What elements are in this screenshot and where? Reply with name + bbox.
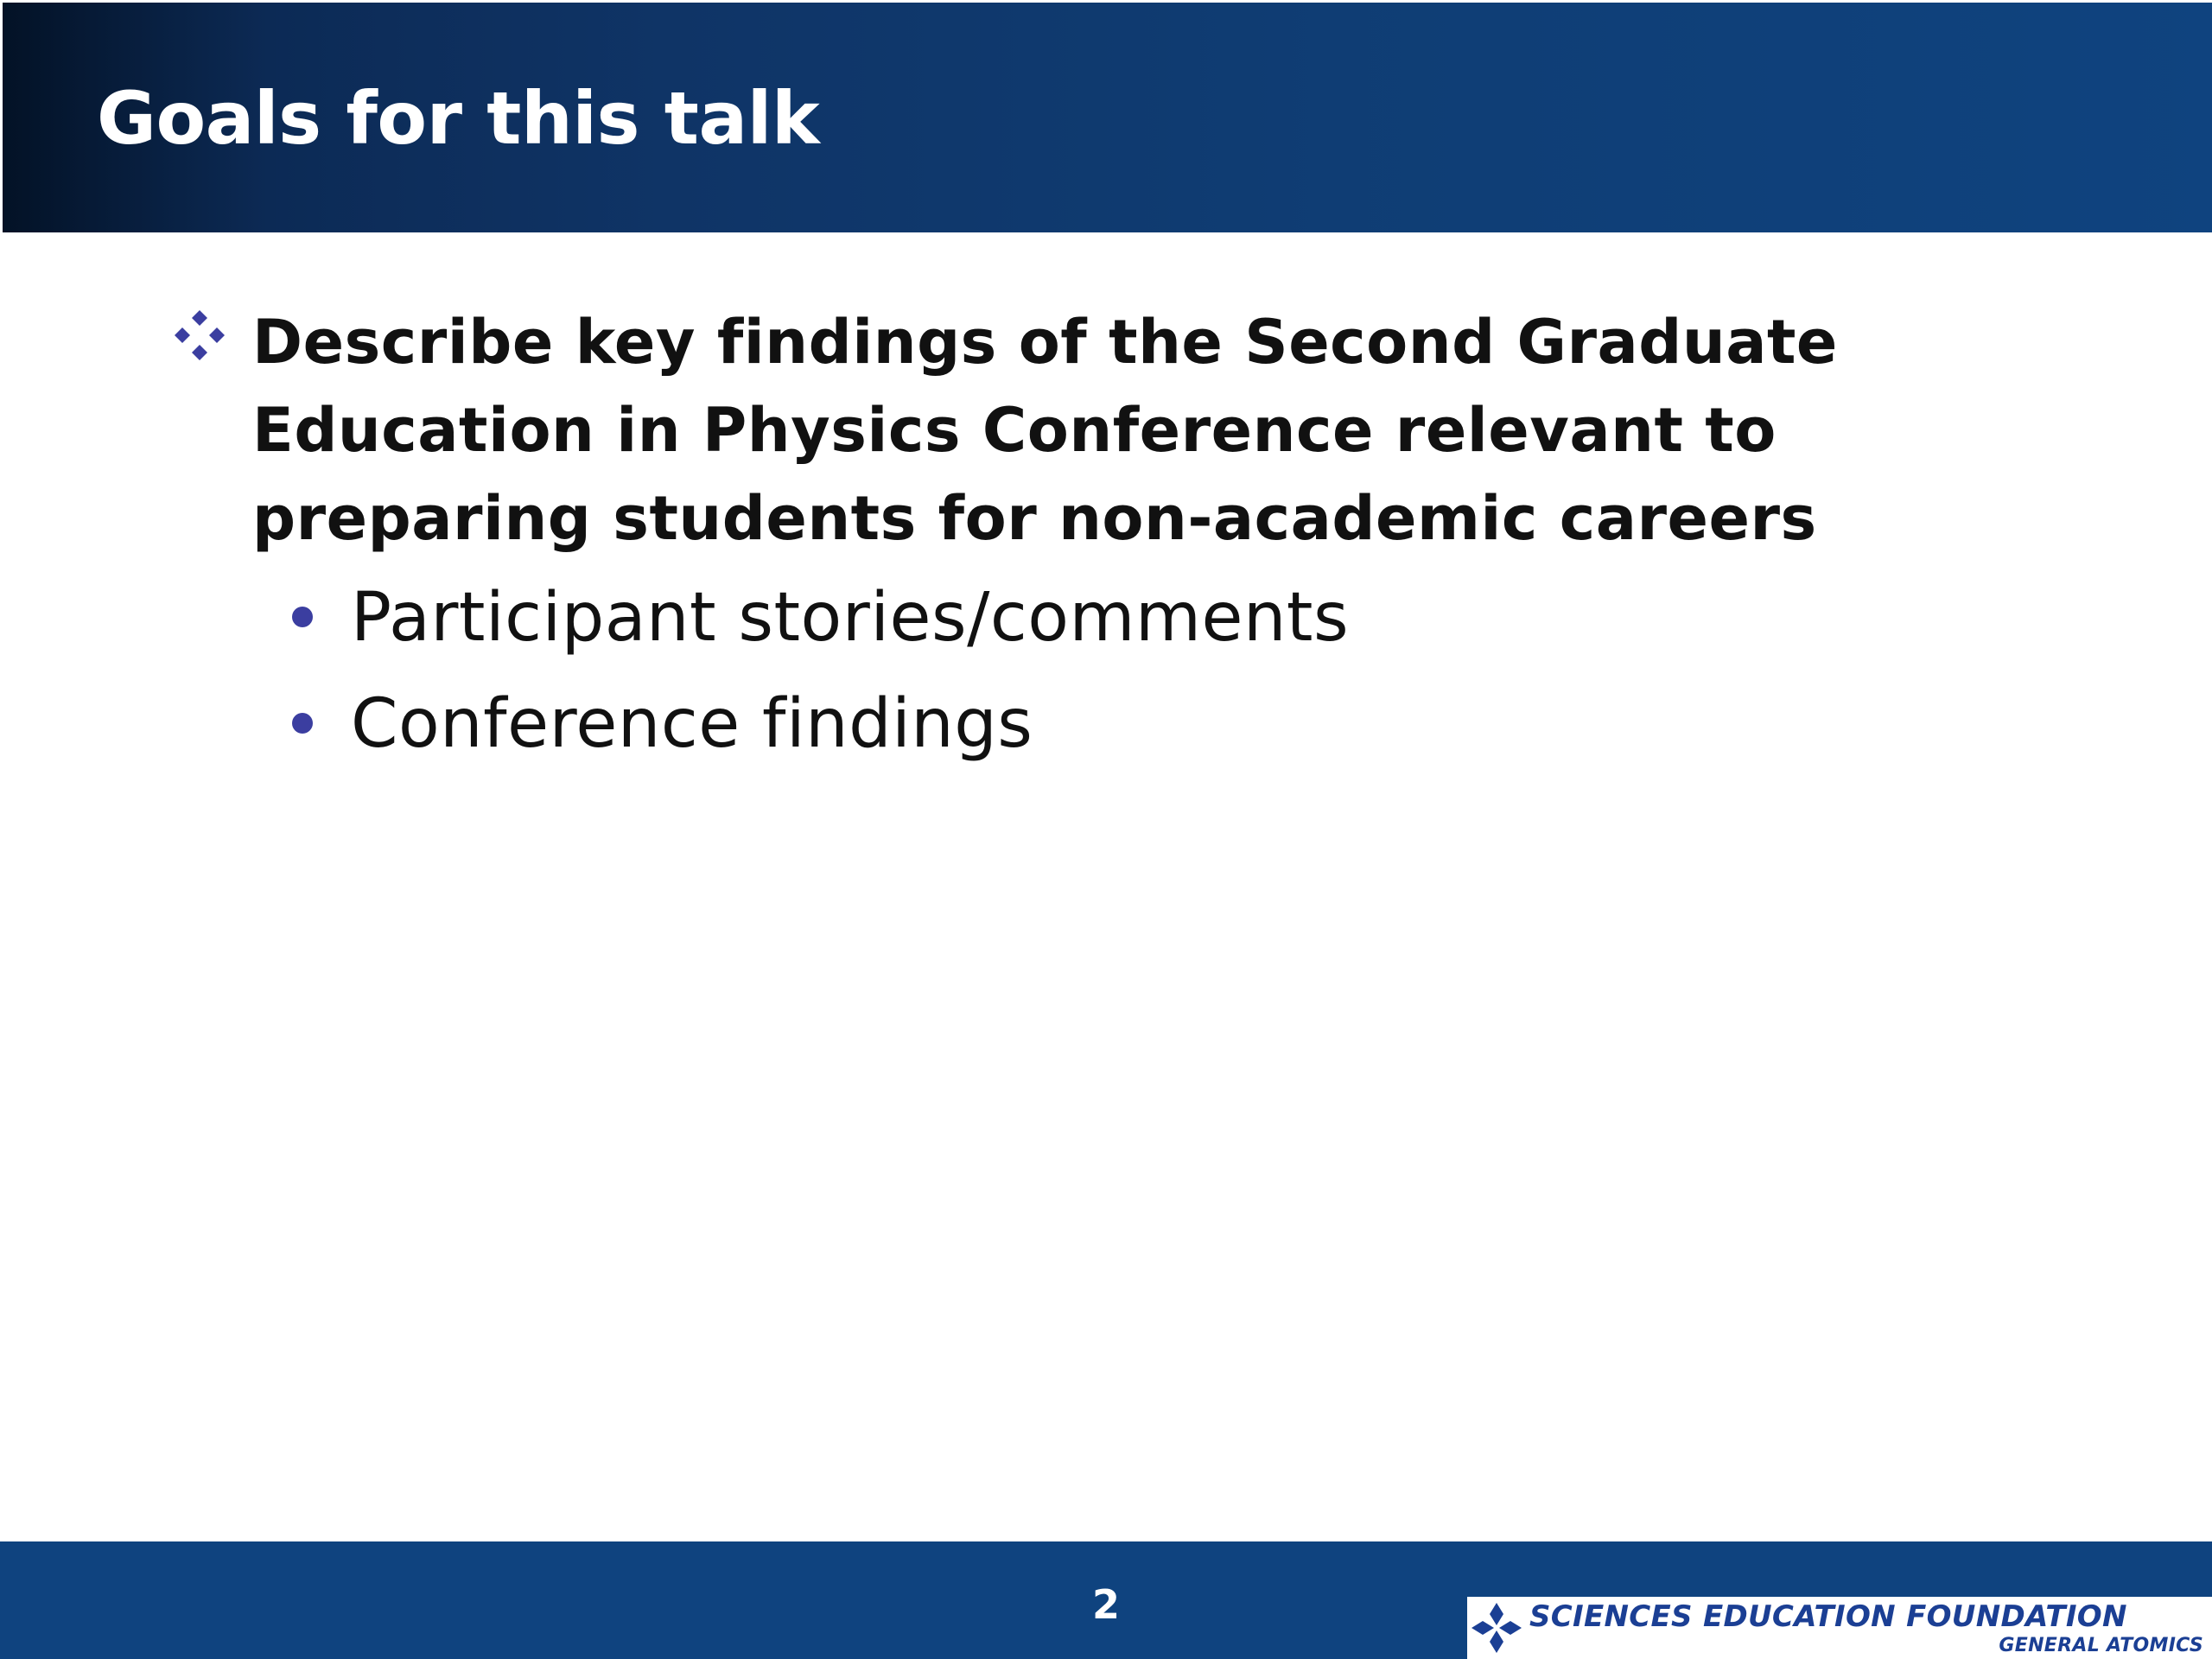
four-diamond-icon: [173, 308, 226, 362]
bullet-level-1-text: Describe key findings of the Second Graduate Education in Physics Conference relevant to preparing students for non-academic careers: [252, 307, 1838, 554]
bullet-level-1: [173, 298, 1953, 563]
dot-icon: [292, 713, 313, 734]
slide-title: Goals for this talk: [97, 76, 820, 161]
logo-subtitle: GENERAL ATOMICS: [1999, 1635, 2203, 1656]
sciences-education-foundation-logo: [1467, 1597, 2212, 1659]
four-diamond-logo-icon: [1469, 1600, 1524, 1656]
bullet-level-2-text: Conference findings: [351, 685, 1033, 763]
dot-icon: [292, 607, 313, 627]
page-number: 2: [1091, 1581, 1120, 1628]
bullet-level-2: [292, 570, 1847, 665]
bullet-level-2: [292, 677, 1847, 772]
logo-name: SCIENCES EDUCATION FOUNDATION: [1529, 1599, 2127, 1634]
bullet-level-2-text: Participant stories/comments: [351, 579, 1350, 657]
